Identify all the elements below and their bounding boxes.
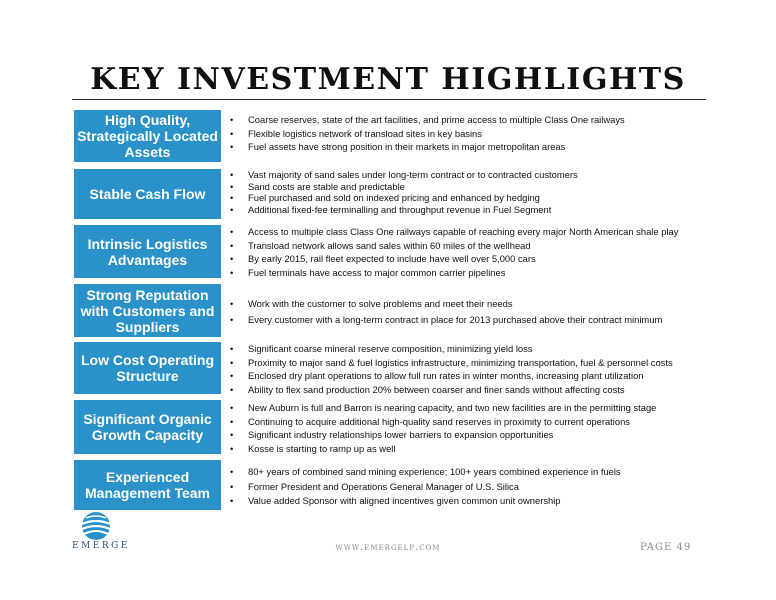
bullet-item: • Fuel purchased and sold on indexed pricing and enhanced by hedging xyxy=(230,192,724,204)
highlight-bullets xyxy=(230,113,724,154)
highlight-bullets xyxy=(230,296,724,328)
highlight-label-organic-growth: Significant Organic Growth Capacity xyxy=(74,400,221,454)
highlight-label-strong-reputation: Strong Reputation with Customers and Suppliers xyxy=(74,284,221,337)
title-divider xyxy=(72,99,706,100)
bullet-item: • 80+ years of combined sand mining experience; 100+ years combined experience in fuels xyxy=(230,465,724,480)
highlight-bullets xyxy=(230,342,724,396)
bullet-item: • Coarse reserves, state of the art facilities, and prime access to multiple Class One railways xyxy=(230,113,724,127)
logo-wordmark: EMERGE xyxy=(72,541,130,551)
bullet-item: • Work with the customer to solve problems and meet their needs xyxy=(230,296,724,312)
bullet-item: • Fuel assets have strong position in their markets in major metropolitan areas xyxy=(230,140,724,154)
bullet-item: • Access to multiple class Class One railways capable of reaching every major North American shale play xyxy=(230,225,724,239)
bullet-item: • Kosse is starting to ramp up as well xyxy=(230,442,724,456)
bullet-item: • Fuel terminals have access to major common carrier pipelines xyxy=(230,266,724,280)
bullet-item: • Proximity to major sand & fuel logistics infrastructure, minimizing transportation, fuel & personnel costs xyxy=(230,356,724,370)
highlight-bullets xyxy=(230,225,724,279)
page-title: KEY INVESTMENT HIGHLIGHTS xyxy=(90,62,686,97)
bullet-item: • Ability to flex sand production 20% between coarser and finer sands without affecting costs xyxy=(230,383,724,397)
highlight-label-high-quality: High Quality, Strategically Located Assets xyxy=(74,110,221,162)
bullet-item: • Value added Sponsor with aligned incentives given common unit ownership xyxy=(230,494,724,509)
highlight-bullets xyxy=(230,465,724,509)
highlight-label-stable-cash-flow: Stable Cash Flow xyxy=(74,169,221,219)
bullet-item: • Transload network allows sand sales within 60 miles of the wellhead xyxy=(230,239,724,253)
bullet-item: • Flexible logistics network of transload sites in key basins xyxy=(230,127,724,141)
bullet-item: • Sand costs are stable and predictable xyxy=(230,181,724,193)
bullet-item: • Enclosed dry plant operations to allow full run rates in winter months, increasing plant utilization xyxy=(230,369,724,383)
highlight-label-low-cost: Low Cost Operating Structure xyxy=(74,342,221,394)
bullet-item: • Every customer with a long-term contract in place for 2013 purchased above their contract minimum xyxy=(230,312,724,328)
bullet-item: • Former President and Operations General Manager of U.S. Silica xyxy=(230,480,724,495)
bullet-item: • New Auburn is full and Barron is nearing capacity, and two new facilities are in the permitting stage xyxy=(230,401,724,415)
bullet-item: • Significant industry relationships lower barriers to expansion opportunities xyxy=(230,428,724,442)
bullet-item: • By early 2015, rail fleet expected to include have well over 5,000 cars xyxy=(230,252,724,266)
highlight-label-management: Experienced Management Team xyxy=(74,460,221,510)
footer-page-number: PAGE 49 xyxy=(640,542,692,553)
highlight-bullets xyxy=(230,169,724,215)
bullet-item: • Vast majority of sand sales under long-term contract or to contracted customers xyxy=(230,169,724,181)
highlight-label-intrinsic-logistics: Intrinsic Logistics Advantages xyxy=(74,225,221,278)
footer-url: www.emergelp.com xyxy=(335,542,441,553)
bullet-item: • Significant coarse mineral reserve composition, minimizing yield loss xyxy=(230,342,724,356)
highlight-bullets xyxy=(230,401,724,455)
bullet-item: • Additional fixed-fee terminalling and throughput revenue in Fuel Segment xyxy=(230,204,724,216)
bullet-item: • Continuing to acquire additional high-quality sand reserves in proximity to current operations xyxy=(230,415,724,429)
